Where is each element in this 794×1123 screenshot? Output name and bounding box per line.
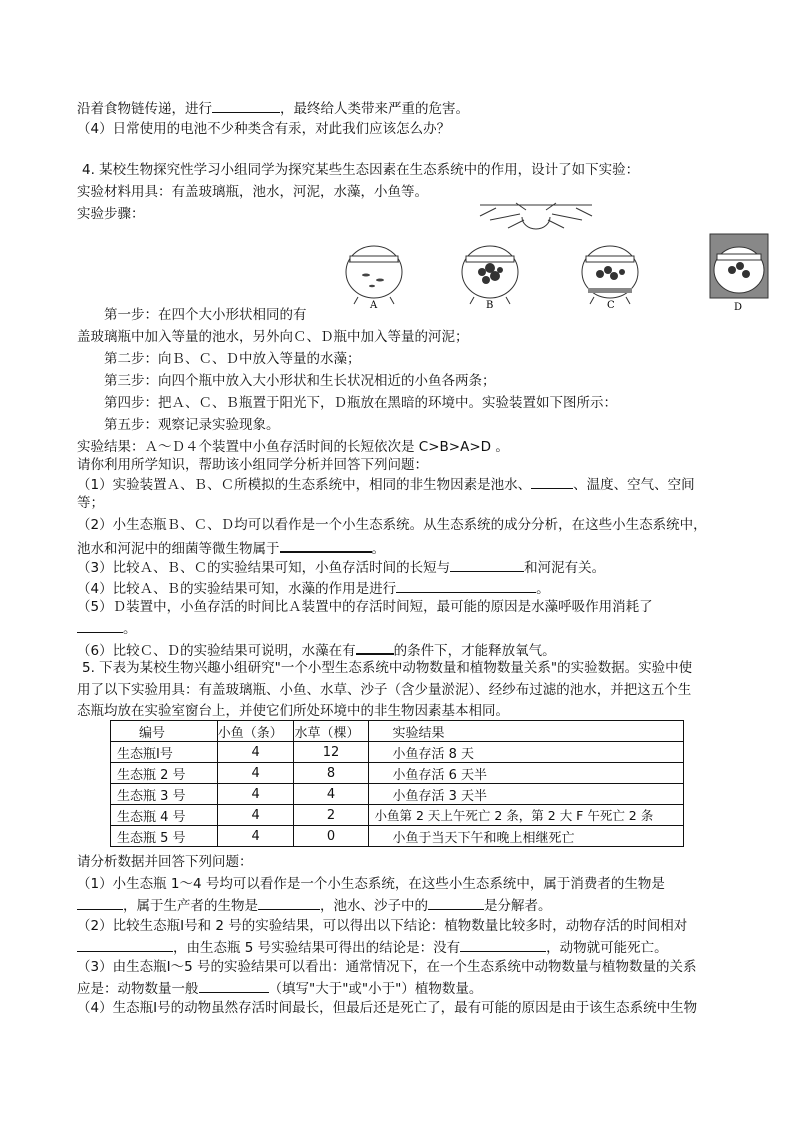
text-line: 态瓶均放在实验室窗台上，并使它们所处环境中的非生物因素基本相同。 bbox=[77, 703, 509, 719]
sun-icon bbox=[480, 203, 592, 229]
subquestion-1: （1）实验装置Ａ、Ｂ、Ｃ所模拟的生态系统中，相同的非生物因素是池水、 、温度、空气、空间 bbox=[77, 474, 695, 494]
table-header-row bbox=[111, 721, 684, 742]
text-line: 用了以下实验用具：有盖玻璃瓶、小鱼、水草、沙子（含少量淤泥）、经纱布过滤的池水，并把这五个生 bbox=[77, 682, 692, 698]
subquestion-5-2: （2）比较生态瓶Ⅰ号和 2 号的实验结果，可以得出以下结论：植物数量比较多时，动物存活的时间相对 bbox=[77, 918, 688, 934]
text-line: 盖玻璃瓶中加入等量的池水，另外向Ｃ、Ｄ瓶中加入等量的河泥； bbox=[77, 329, 469, 345]
result-line: 实验结果：Ａ～Ｄ４个装置中小鱼存活时间的长短依次是 C>B>A>D 。 bbox=[77, 439, 509, 455]
table-cell: 12 bbox=[294, 742, 368, 763]
subquestion-5-1: （1）小生态瓶 1～4 号均可以看作是一个小生态系统，在这些小生态系统中，属于消费者的生物是 bbox=[77, 876, 665, 892]
text-line: （4）日常使用的电池不少种类含有汞，对此我们应该怎么办？ bbox=[77, 121, 451, 137]
jar-label-a: A bbox=[370, 300, 378, 311]
answer-blank[interactable] bbox=[356, 639, 394, 655]
answer-blank[interactable] bbox=[199, 978, 269, 993]
answer-blank[interactable] bbox=[77, 937, 173, 952]
subquestion-5: （5）Ｄ装置中，小鱼存活的时间比Ａ装置中的存活时间短，最可能的原因是水藻呼吸作用消耗了 bbox=[77, 599, 653, 615]
subquestion-4: （4）比较Ａ、Ｂ的实验结果可知，水藻的作用是进行 。 bbox=[77, 578, 550, 598]
answer-blank[interactable] bbox=[280, 537, 372, 553]
answer-blank[interactable] bbox=[450, 557, 524, 572]
table-cell: 小鱼于当天下午和晚上相继死亡 bbox=[368, 826, 684, 847]
table-cell: 4 bbox=[217, 742, 294, 763]
subquestion-6: （6）比较Ｃ、Ｄ的实验结果可说明，水藻在有 的条件下，才能释放氧气。 bbox=[77, 639, 556, 660]
answer-blank[interactable] bbox=[428, 895, 484, 910]
text-line: 池水和河泥中的细菌等微生物属于 。 bbox=[77, 537, 385, 558]
answer-blank[interactable] bbox=[77, 618, 123, 633]
subquestion-5-3: （3）由生态瓶Ⅰ～5 号的实验结果可以看出：通常情况下，在一个生态系统中动物数量与植物数量的关系 bbox=[77, 959, 697, 975]
text-line: 请你利用所学知识，帮助该小组同学分析并回答下列问题： bbox=[77, 457, 428, 473]
table-cell: 0 bbox=[294, 826, 368, 847]
table-cell: 生态瓶 5 号 bbox=[111, 826, 218, 847]
answer-blank[interactable] bbox=[531, 474, 573, 489]
table-cell: 小鱼存活 6 天半 bbox=[368, 763, 684, 784]
jar-label-c: C bbox=[607, 300, 615, 311]
table-row bbox=[111, 826, 684, 847]
jar-label-d: D bbox=[734, 302, 743, 313]
jar-a bbox=[346, 246, 402, 304]
answer-blank[interactable] bbox=[212, 98, 280, 113]
table-cell: 生态瓶Ⅰ号 bbox=[111, 742, 218, 763]
text-line: 等； bbox=[77, 495, 104, 511]
table-header: 小鱼（条） bbox=[217, 721, 294, 742]
step-2: 第二步：向Ｂ、Ｃ、Ｄ中放入等量的水藻； bbox=[104, 351, 361, 367]
text-line: 沿着食物链传递，进行 ，最终给人类带来严重的危害。 bbox=[77, 98, 469, 118]
table-header: 编号 bbox=[111, 721, 218, 742]
subquestion-3: （3）比较Ａ、Ｂ、Ｃ的实验结果可知，小鱼存活时间的长短与 和河泥有关。 bbox=[77, 557, 605, 577]
answer-blank[interactable] bbox=[258, 895, 320, 910]
jar-c bbox=[582, 246, 638, 304]
table-row bbox=[111, 742, 684, 763]
table-cell: 2 bbox=[294, 805, 368, 826]
subquestion-2: （2）小生态瓶Ｂ、Ｃ、Ｄ均可以看作是一个小生态系统。从生态系统的成分分析，在这些小生态系统中， bbox=[77, 517, 707, 533]
text-line: ，属于生产者的生物是 ，池水、沙子中的 是分解者。 bbox=[77, 895, 552, 915]
table-cell: 生态瓶 3 号 bbox=[111, 784, 218, 805]
step-5: 第五步：观察记录实验现象。 bbox=[104, 417, 280, 433]
table-cell: 4 bbox=[217, 826, 294, 847]
table-cell: 生态瓶 4 号 bbox=[111, 805, 218, 826]
table-cell: 小鱼存活 8 天 bbox=[368, 742, 684, 763]
table-row bbox=[111, 784, 684, 805]
experiment-figure bbox=[330, 200, 770, 320]
text-line: 应是：动物数量一般 （填写"大于"或"小于"）植物数量。 bbox=[77, 978, 482, 998]
table-row bbox=[111, 805, 684, 826]
answer-blank[interactable] bbox=[77, 895, 123, 910]
text-line: 实验材料用具：有盖玻璃瓶，池水，河泥，水藻，小鱼等。 bbox=[77, 184, 428, 200]
table-cell: 小鱼存活 3 天半 bbox=[368, 784, 684, 805]
text-line: 请分析数据并回答下列问题： bbox=[77, 854, 253, 870]
text-line: 。 bbox=[77, 618, 137, 638]
jar-b bbox=[462, 246, 518, 304]
table-header: 实验结果 bbox=[368, 721, 684, 742]
jar-label-b: B bbox=[486, 300, 494, 311]
answer-blank[interactable] bbox=[460, 937, 546, 952]
table-cell: 4 bbox=[217, 805, 294, 826]
table-cell: 4 bbox=[294, 784, 368, 805]
answer-blank[interactable] bbox=[396, 578, 536, 593]
question-4-title: 4. 某校生物探究性学习小组同学为探究某些生态因素在生态系统中的作用，设计了如下实验： bbox=[82, 162, 640, 178]
table-cell: 8 bbox=[294, 763, 368, 784]
step-1: 第一步：在四个大小形状相同的有 bbox=[104, 307, 307, 323]
question-5-title: 5. 下表为某校生物兴趣小组研究"一个小型生态系统中动物数量和植物数量关系"的实验数据。实验中使 bbox=[82, 660, 693, 676]
text-line: 实验步骤： bbox=[77, 206, 145, 222]
text-line: ，由生态瓶 5 号实验结果可得出的结论是：没有 ，动物就可能死亡。 bbox=[77, 937, 668, 957]
step-4: 第四步：把Ａ、Ｃ、Ｂ瓶置于阳光下，Ｄ瓶放在黑暗的环境中。实验装置如下图所示： bbox=[104, 395, 617, 411]
table-header: 水草（棵） bbox=[294, 721, 368, 742]
table-cell: 4 bbox=[217, 763, 294, 784]
table-cell: 4 bbox=[217, 784, 294, 805]
table-row bbox=[111, 763, 684, 784]
table-cell: 生态瓶 2 号 bbox=[111, 763, 218, 784]
table-cell: 小鱼第 2 天上午死亡 2 条，第 2 大 F 午死亡 2 条 bbox=[368, 805, 684, 826]
experiment-table bbox=[110, 720, 684, 847]
subquestion-5-4: （4）生态瓶Ⅰ号的动物虽然存活时间最长，但最后还是死亡了，最有可能的原因是由于该生态系统中生物 bbox=[77, 1000, 698, 1016]
step-3: 第三步：向四个瓶中放入大小形状和生长状况相近的小鱼各两条； bbox=[104, 373, 496, 389]
jar-d bbox=[710, 234, 768, 298]
